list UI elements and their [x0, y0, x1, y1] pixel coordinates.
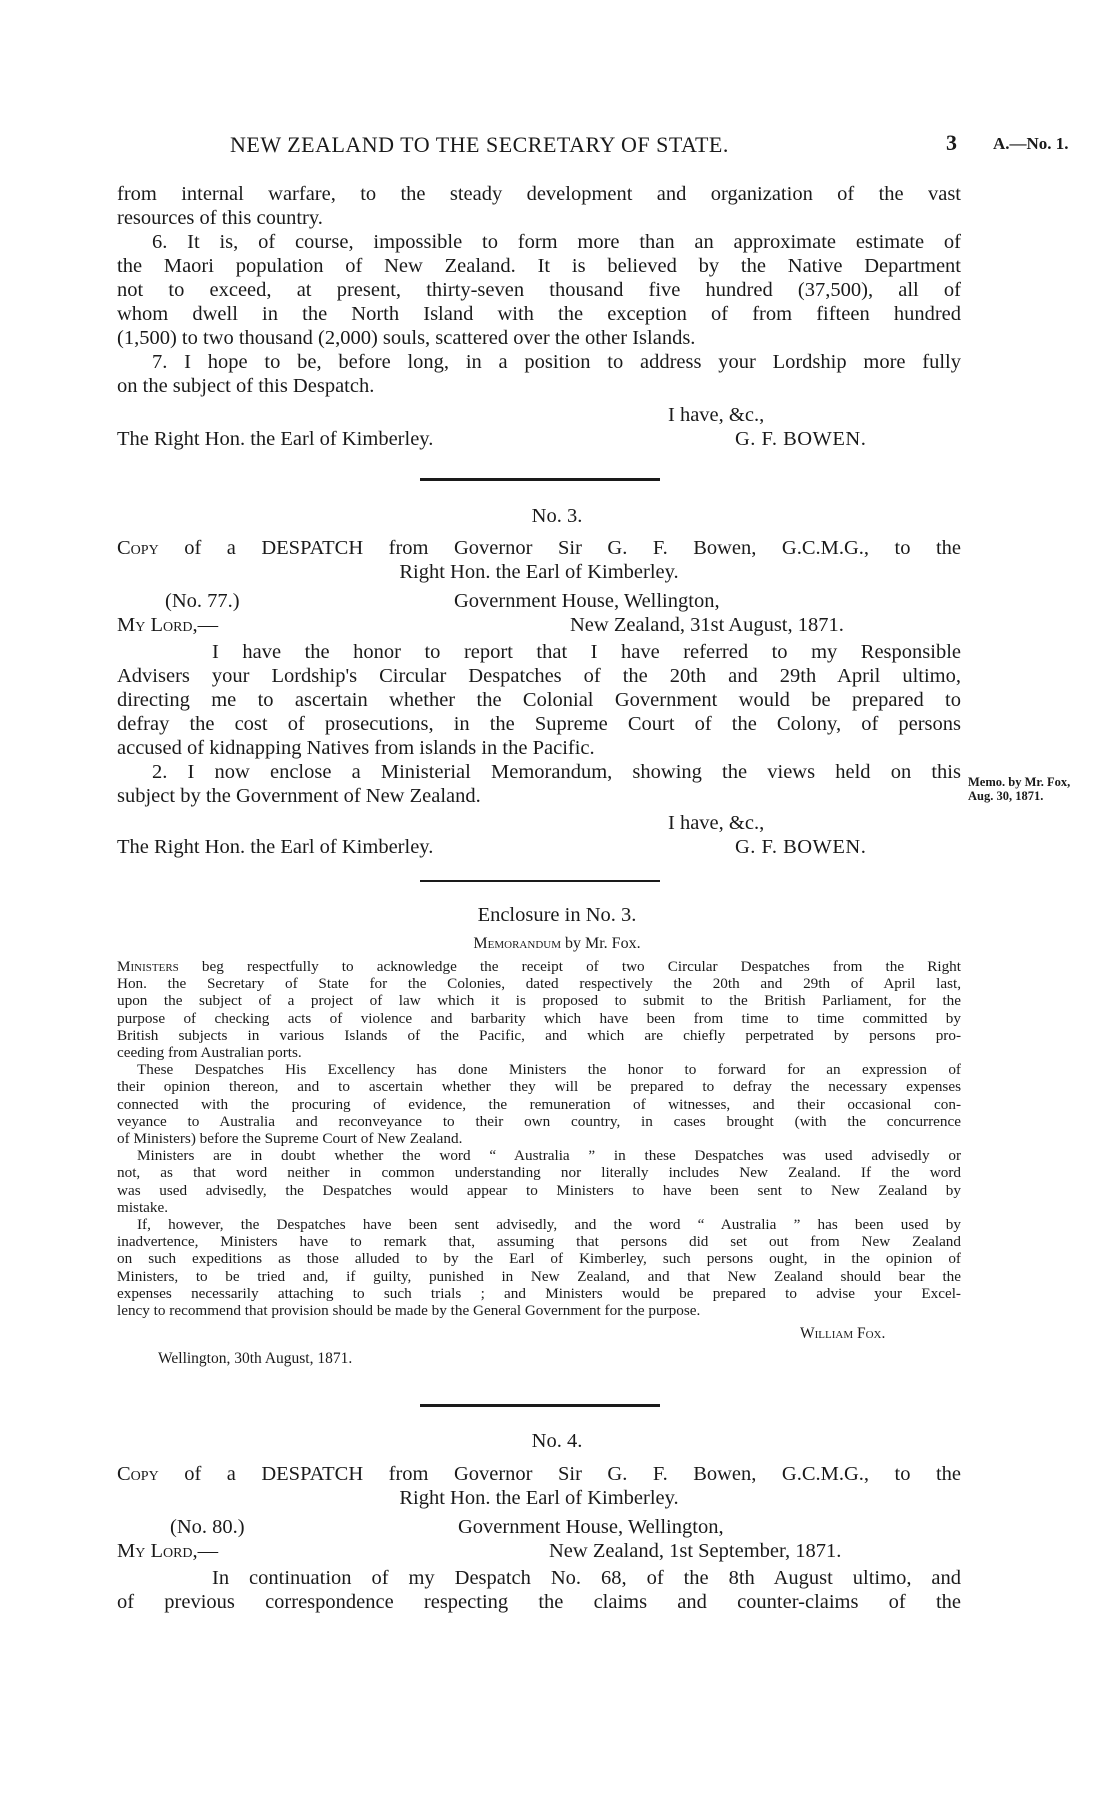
despatch-title-line: Right Hon. the Earl of Kimberley.	[399, 561, 679, 583]
text-line: was used advisedly, the Despatches would appear to Ministers to have been sent to New Zealand by	[117, 1181, 961, 1199]
text-line: from internal warfare, to the steady development and organization of the vast	[117, 183, 961, 205]
text-line: on such expeditions as those alluded to by the Earl of Kimberley, such persons ought, in the opinion of	[117, 1250, 961, 1268]
despatch-title-line: Copy of a DESPATCH from Governor Sir G. F. Bowen, G.C.M.G., to the	[117, 537, 961, 559]
running-header-title: NEW ZEALAND TO THE SECRETARY OF STATE.	[230, 132, 729, 157]
text-line: of previous correspondence respecting the claims and counter-claims of the	[117, 1591, 961, 1613]
text-line: (1,500) to two thousand (2,000) souls, scattered over the other Islands.	[117, 327, 696, 349]
text-line: connected with the procuring of evidence, the remuneration of witnesses, and their occasional con-	[117, 1095, 961, 1113]
copy-label: Copy	[117, 537, 159, 559]
text-line: inadvertence, Ministers have to remark that, assuming that persons did set out from New Zealand	[117, 1233, 961, 1251]
text-line: Advisers your Lordship's Circular Despatches of the 20th and 29th April ultimo,	[117, 665, 961, 687]
text-line: purpose of checking acts of violence and barbarity which have been from time to time committed by	[117, 1009, 961, 1027]
section-divider	[420, 880, 660, 882]
section-divider	[420, 1404, 660, 1407]
closing-phrase: I have, &c.,	[668, 404, 765, 426]
text-line: veyance to Australia and reconveyance to their own country, in cases brought (with the concurrence	[117, 1112, 961, 1130]
text-line: accused of kidnapping Natives from islands in the Pacific.	[117, 737, 595, 759]
text-line: I have the honor to report that I have referred to my Responsible	[212, 641, 961, 663]
salutation: My Lord,—	[117, 1540, 219, 1562]
text-line: lency to recommend that provision should be made by the General Government for the purpose.	[117, 1302, 701, 1320]
text-line: expenses necessarily attaching to such trials ; and Ministers would be prepared to advise your Excel-	[117, 1284, 961, 1302]
enclosure-subheading: Memorandum by Mr. Fox.	[473, 935, 641, 952]
signature: G. F. BOWEN.	[735, 428, 867, 450]
text-line: mistake.	[117, 1198, 169, 1216]
text-line: Ministers, to be tried and, if guilty, punished in New Zealand, and that New Zealand should bear the	[117, 1267, 961, 1285]
closing-phrase: I have, &c.,	[668, 812, 765, 834]
despatch-body	[117, 1566, 961, 1614]
memorandum-signature: William Fox.	[800, 1325, 886, 1342]
text-line: not, as that word neither in common understanding nor literally includes New Zealand. If the word	[117, 1164, 961, 1182]
despatch-number: No. 4.	[531, 1430, 583, 1452]
despatch-location: Government House, Wellington,	[458, 1516, 724, 1538]
text-line: If, however, the Despatches have been sent advisedly, and the word “ Australia ” has been used by	[137, 1216, 961, 1234]
text-line: whom dwell in the North Island with the exception of from fifteen hundred	[117, 303, 961, 325]
despatch-title	[117, 1462, 961, 1510]
page-number: 3	[946, 130, 957, 155]
text-line: 2. I now enclose a Ministerial Memorandum, showing the views held on this	[152, 761, 961, 783]
despatch-number: No. 3.	[531, 505, 583, 527]
text-line: Ministers are in doubt whether the word “ Australia ” in these Despatches was used advisedly or	[137, 1147, 961, 1165]
addressee: The Right Hon. the Earl of Kimberley.	[117, 428, 434, 450]
salutation: My Lord,—	[117, 614, 219, 636]
text-line: defray the cost of prosecutions, in the Supreme Court of the Colony, of persons	[117, 713, 961, 735]
despatch-body	[117, 640, 961, 808]
margin-note: Memo. by Mr. Fox, Aug. 30, 1871.	[968, 775, 1071, 803]
despatch-date: New Zealand, 31st August, 1871.	[570, 614, 844, 636]
text-line: In continuation of my Despatch No. 68, of the 8th August ultimo, and	[212, 1567, 961, 1589]
text-line: their opinion thereon, and to ascertain whether they will be prepared to defray the necessary expenses	[117, 1078, 961, 1096]
text-line: of Ministers) before the Supreme Court of New Zealand.	[117, 1130, 463, 1148]
text-line: subject by the Government of New Zealand.	[117, 785, 481, 807]
memorandum-date: Wellington, 30th August, 1871.	[158, 1350, 353, 1367]
despatch-location: Government House, Wellington,	[454, 590, 720, 612]
paragraph-7-line: 7. I hope to be, before long, in a position to address your Lordship more fully	[152, 351, 961, 373]
text-line: upon the subject of a project of law which it is proposed to submit to the British Parliament, for the	[117, 992, 961, 1010]
text-line: directing me to ascertain whether the Colonial Government would be prepared to	[117, 689, 961, 711]
despatch-title	[117, 536, 961, 584]
text-line: Ministers beg respectfully to acknowledge the receipt of two Circular Despatches from the Right	[117, 958, 961, 975]
despatch-ref-number: (No. 80.)	[170, 1516, 245, 1538]
despatch-date: New Zealand, 1st September, 1871.	[549, 1540, 842, 1562]
signature: G. F. BOWEN.	[735, 836, 867, 858]
despatch-title-line: Copy of a DESPATCH from Governor Sir G. F. Bowen, G.C.M.G., to the	[117, 1463, 961, 1485]
text-line: Hon. the Secretary of State for the Colonies, dated respectively the 20th and 29th of April last,	[117, 975, 961, 993]
text-line: resources of this country.	[117, 207, 323, 229]
despatch-title-line: Right Hon. the Earl of Kimberley.	[399, 1487, 679, 1509]
paragraph-6-line: 6. It is, of course, impossible to form more than an approximate estimate of	[152, 231, 961, 253]
document-reference: A.—No. 1.	[993, 134, 1069, 153]
copy-label: Copy	[117, 1463, 159, 1485]
text-line: ceeding from Australian ports.	[117, 1044, 302, 1062]
text-line: not to exceed, at present, thirty-seven thousand five hundred (37,500), all of	[117, 279, 961, 301]
memorandum-text	[117, 958, 961, 1319]
text-line: on the subject of this Despatch.	[117, 375, 375, 397]
despatch-ref-number: (No. 77.)	[165, 590, 240, 612]
text-line: These Despatches His Excellency has done Ministers the honor to forward for an expression of	[137, 1061, 961, 1079]
text-line: British subjects in various Islands of the Pacific, and which are chiefly perpetrated by persons pro-	[117, 1026, 961, 1044]
addressee: The Right Hon. the Earl of Kimberley.	[117, 836, 434, 858]
enclosure-heading: Enclosure in No. 3.	[477, 904, 637, 926]
text-line: the Maori population of New Zealand. It is believed by the Native Department	[117, 255, 961, 277]
section-divider	[420, 478, 660, 481]
section-top-text	[117, 182, 961, 398]
